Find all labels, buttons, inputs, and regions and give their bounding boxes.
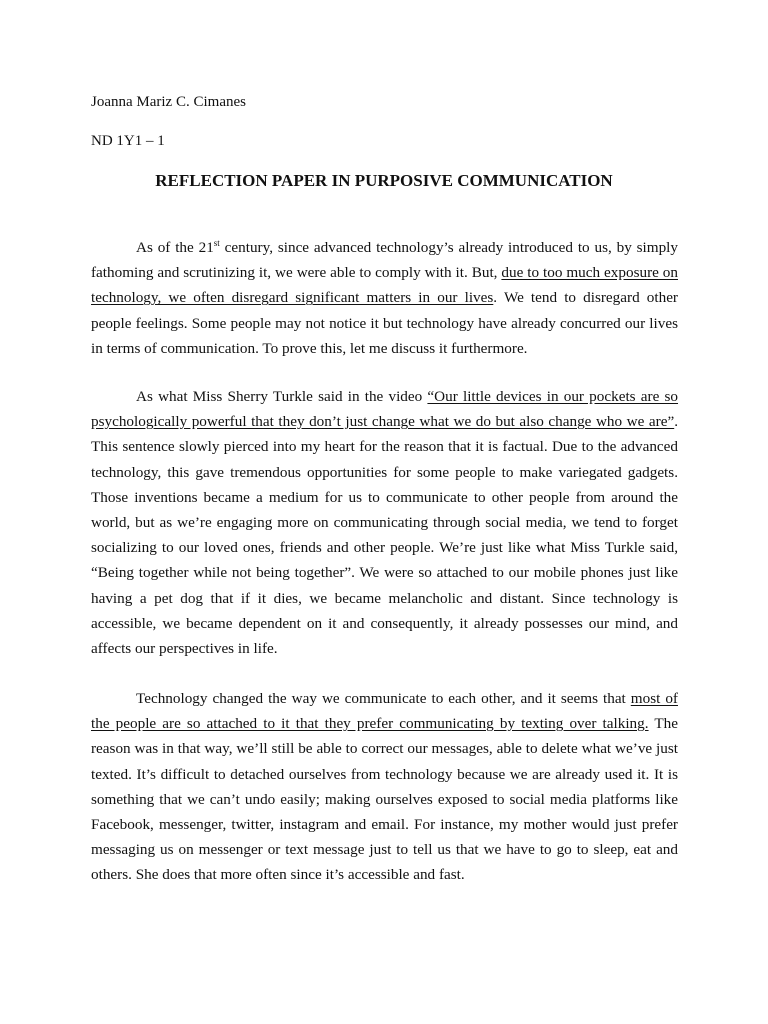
paragraph-3-underlined: most of the people are so attached to it that they prefer communicating by texting over talking.	[91, 690, 678, 733]
paragraph-2	[91, 384, 678, 661]
paragraph-1-underlined: due to too much exposure on technology, we often disregard significant matters in our lives	[91, 264, 678, 307]
paragraph-3-text-a: Technology changed the way we communicate to each other, and it seems that	[136, 690, 631, 707]
ordinal-superscript: st	[213, 237, 220, 248]
paragraph-1	[91, 235, 678, 361]
page-title: REFLECTION PAPER IN PURPOSIVE COMMUNICATION	[155, 171, 613, 190]
author-name: Joanna Mariz C. Cimanes	[91, 94, 246, 110]
paragraph-1-text-c: . We tend to disregard other people feelings. Some people may not notice it but technology have already concurred our lives in terms of communication. To prove this, let me discuss it furthermore.	[91, 289, 678, 357]
paragraph-2-text-c: . This sentence slowly pierced into my heart for the reason that it is factual. Due to the advanced technology, this gave tremendous opportunities for some people to make variegated gadgets. Those inventions became a medium for us to communicate to other people from around the world, but as we’re engaging more on communicating through social media, we tend to forget socializing to our loved ones, friends and other people. We’re just like what Miss Turkle said, “Being together while not being together”. We were so attached to our mobile phones just like having a pet dog that if it dies, we became melancholic and distant. Since technology is accessible, we became dependent on it and consequently, it already possesses our mind, and affects our perspectives in life.	[91, 413, 678, 658]
paragraph-3	[91, 686, 678, 888]
paragraph-2-text-a: As what Miss Sherry Turkle said in the video	[136, 388, 428, 405]
section-code: ND 1Y1 – 1	[91, 133, 165, 149]
paragraph-1-text-a: As of the 21	[136, 239, 214, 256]
paragraph-3-text-c: The reason was in that way, we’ll still be able to correct our messages, able to delete what we’ve just texted. It’s difficult to detached ourselves from technology because we are already used it. It is something that we can’t undo easily; making ourselves exposed to social media platforms like Facebook, messenger, twitter, instagram and email. For instance, my mother would just prefer messaging us on messenger or text message just to tell us that we have to go to sleep, eat and others. She does that more often since it’s accessible and fast.	[91, 715, 679, 884]
paragraph-1-text-b: century, since advanced technology’s already introduced to us, by simply fathoming and scrutinizing it, we were able to comply with it. But,	[91, 239, 678, 282]
paragraph-2-quote-underlined: “Our little devices in our pockets are so psychologically powerful that they don’t just change what we do but also change who we are”	[91, 388, 679, 431]
